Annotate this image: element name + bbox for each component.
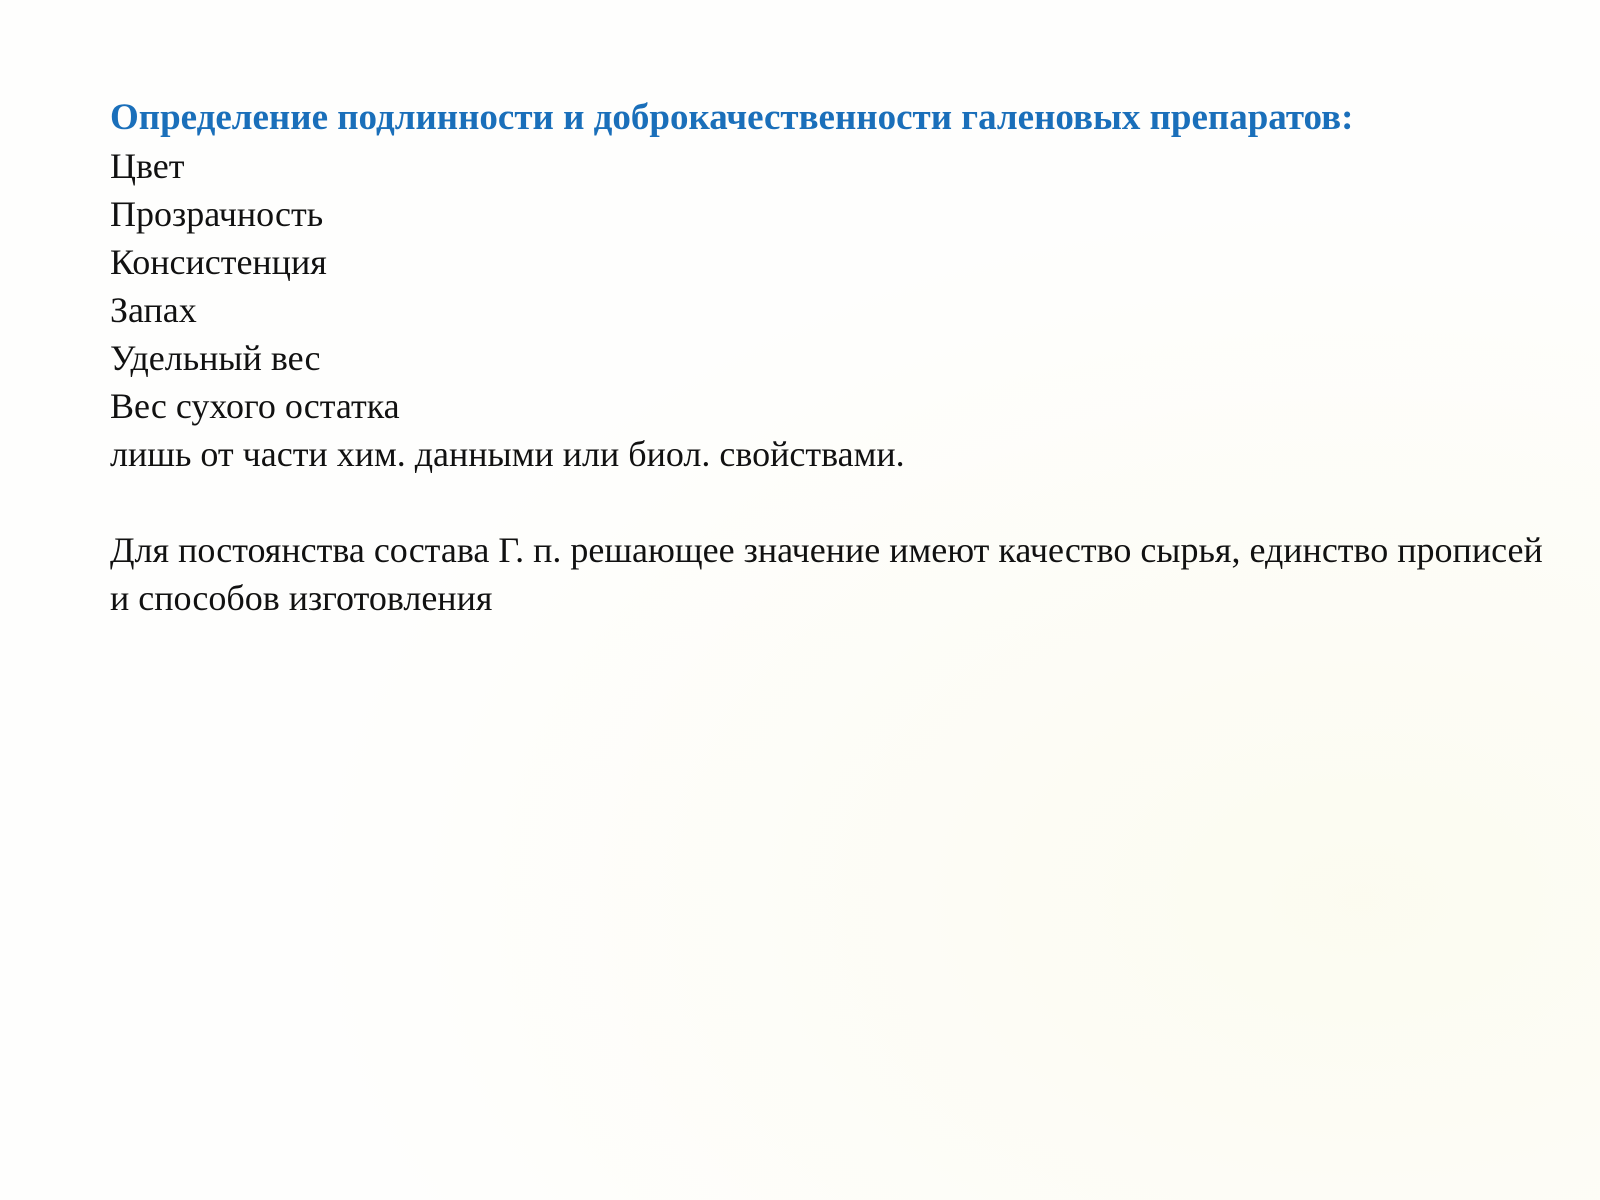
- property-list: [110, 142, 905, 478]
- slide-title: Определение подлинности и доброкачественности галеновых препаратов:: [110, 97, 1354, 138]
- composition-paragraph: Для постоянства состава Г. п. решающее значение имеют качество сырья, единство прописей и способов изготовления: [110, 530, 1543, 618]
- list-item-color: Цвет: [110, 146, 185, 186]
- list-item-smell: Запах: [110, 290, 197, 330]
- list-item-transparency: Прозрачность: [110, 194, 324, 234]
- list-item-dry-residue: Вес сухого остатка: [110, 386, 400, 426]
- list-item-partial-note: лишь от части хим. данными или биол. свойствами.: [110, 434, 905, 474]
- list-item-specific-weight: Удельный вес: [110, 338, 321, 378]
- list-item-consistency: Консистенция: [110, 242, 327, 282]
